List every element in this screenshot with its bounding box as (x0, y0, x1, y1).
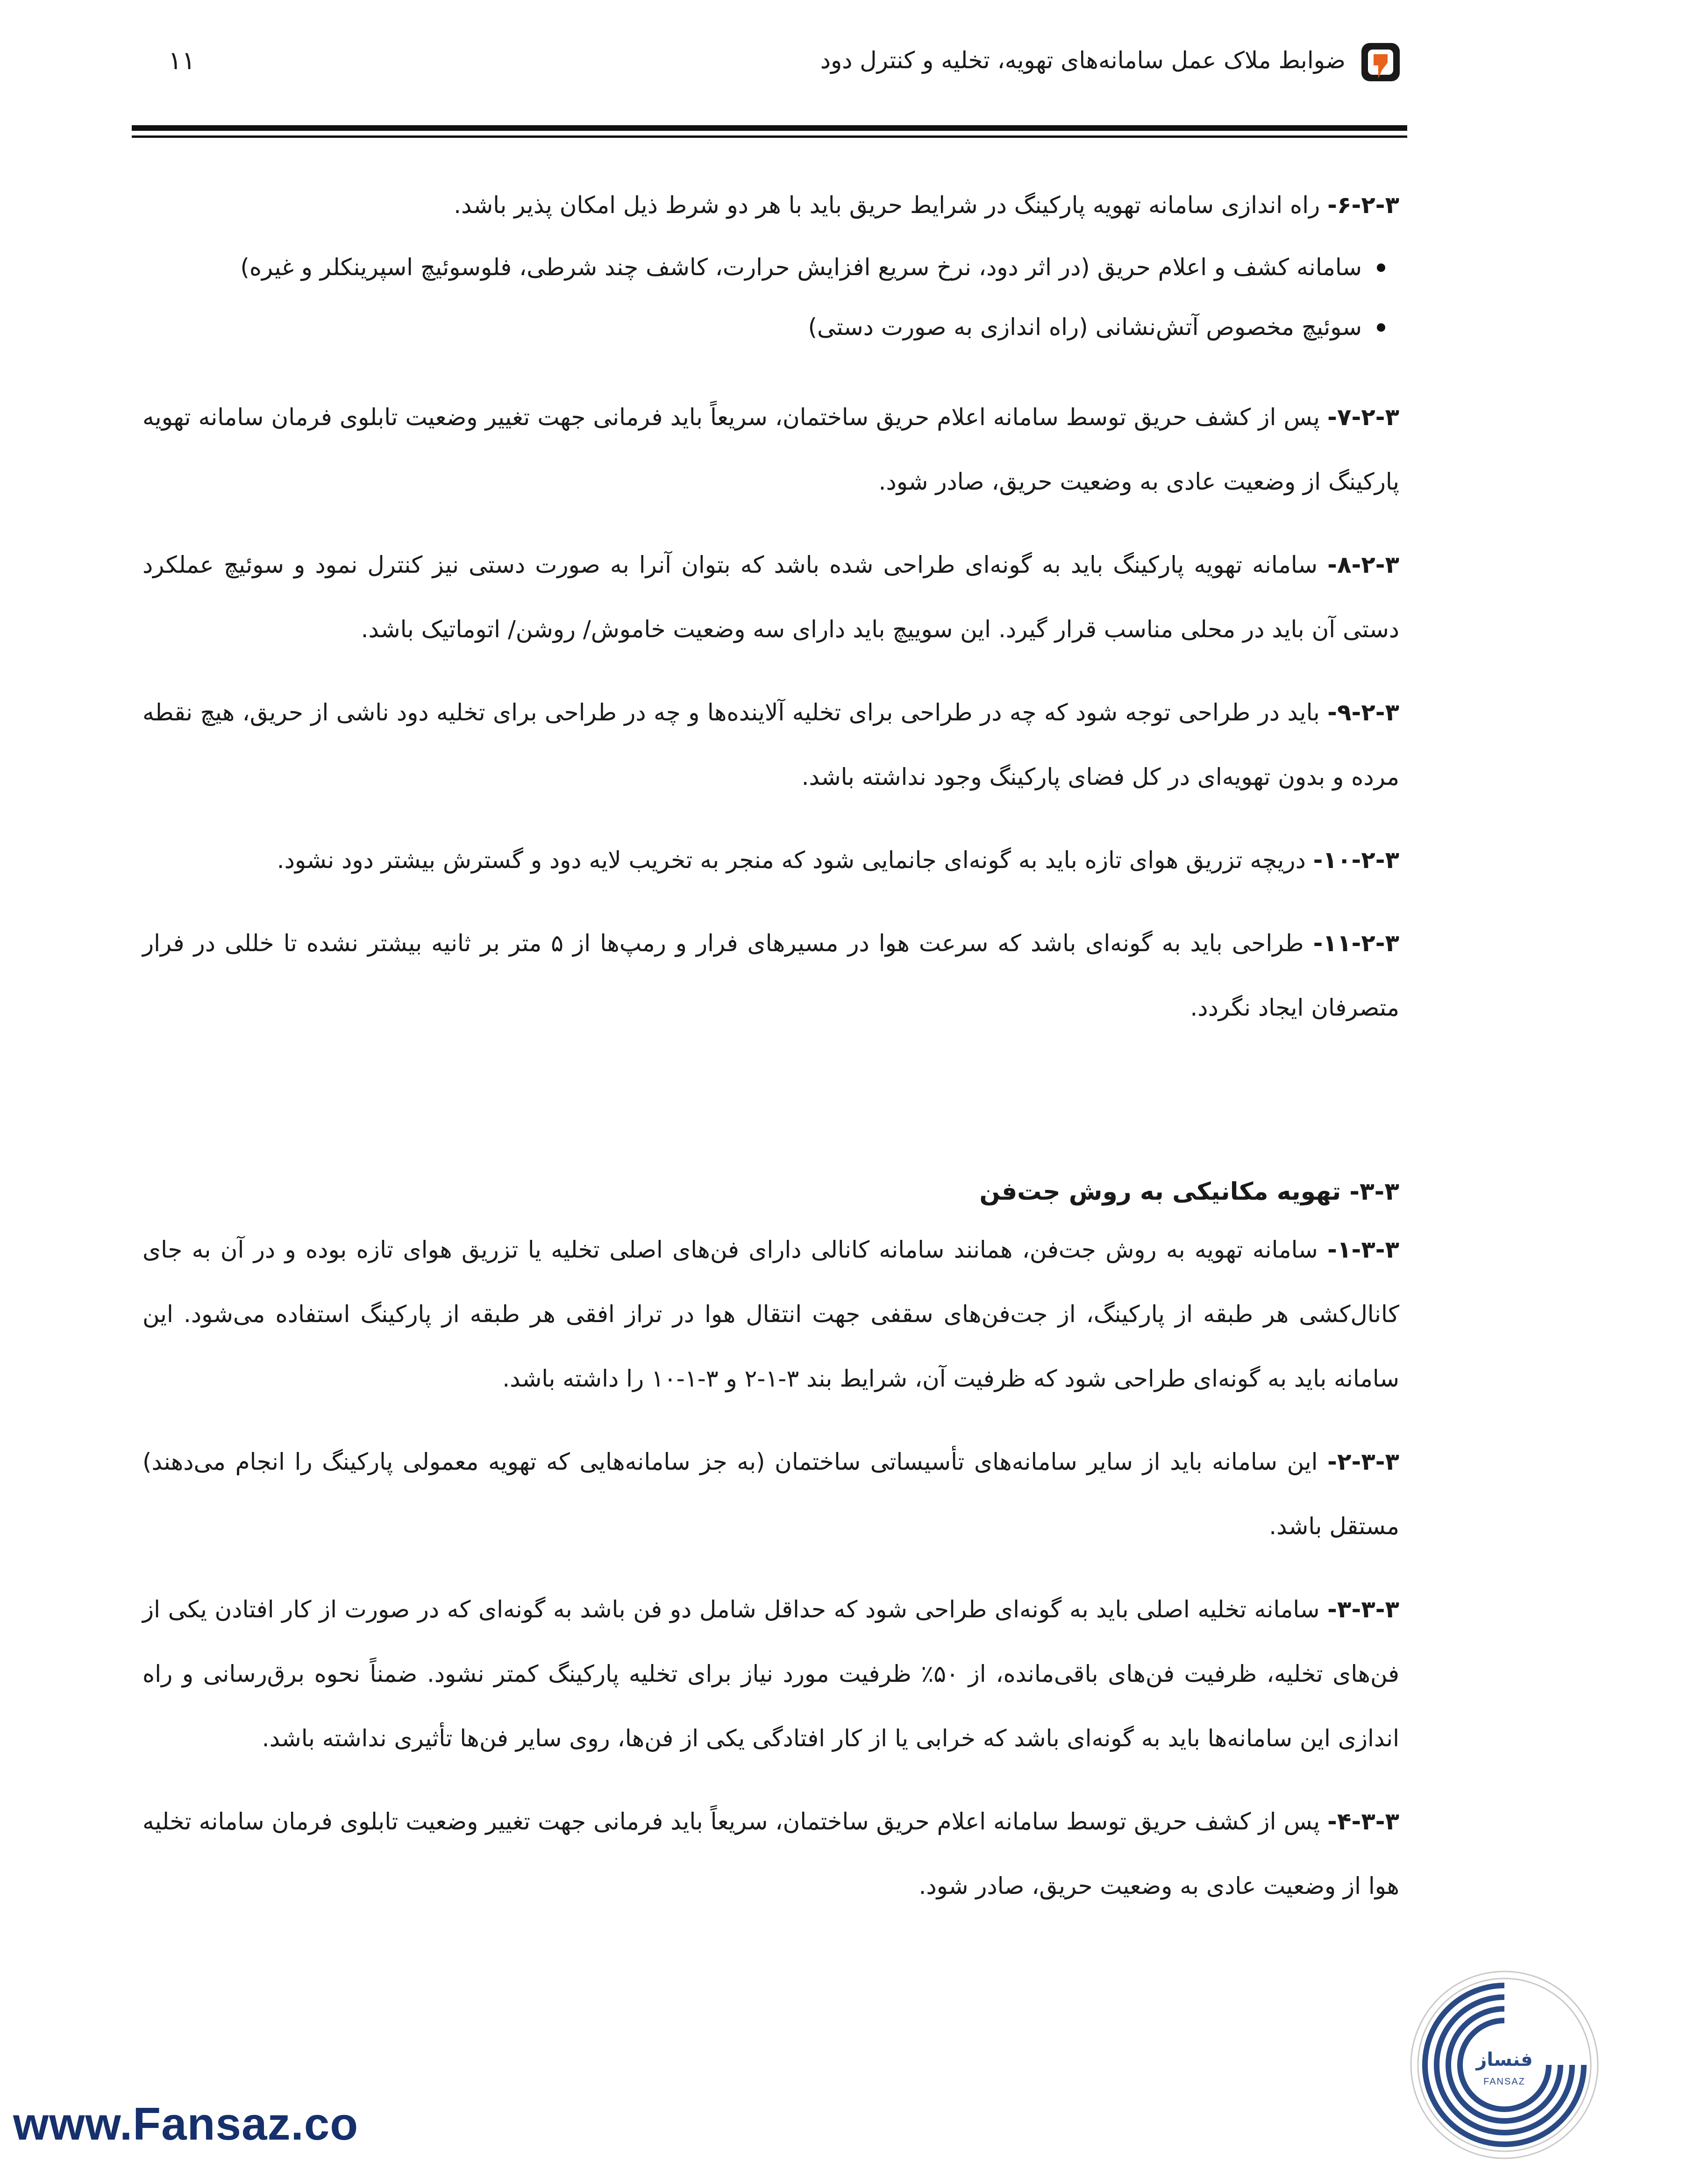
header-rule-thin (132, 135, 1407, 138)
page-body (142, 173, 1399, 1918)
clause-3-3-2 (142, 1430, 1399, 1558)
clause-3-3-1 (142, 1217, 1399, 1411)
activation-conditions-list (142, 237, 1399, 357)
page-number: ۱۱ (168, 46, 196, 75)
website-url-watermark: www.Fansaz.co (13, 2098, 359, 2149)
clause-text: پس از کشف حریق توسط سامانه اعلام حریق ساختمان، سریعاً باید فرمانی جهت تغییر وضعیت تابلوی فرمان سامانه تخلیه هوا از وضعیت عادی به وضعیت حریق، صادر شود. (142, 1808, 1399, 1899)
clause-3-2-10 (142, 828, 1399, 892)
clause-3-2-8 (142, 533, 1399, 662)
list-item: سوئیچ مخصوص آتش‌نشانی (راه اندازی به صورت دستی) (142, 297, 1390, 357)
clause-3-2-7 (142, 385, 1399, 514)
list-item: سامانه کشف و اعلام حریق (در اثر دود، نرخ سریع افزایش حرارت، کاشف چند شرطی، فلوسوئیچ اسپرینکلر و غیره) (142, 237, 1390, 297)
clause-text: دریچه تزریق هوای تازه باید به گونه‌ای جانمایی شود که منجر به تخریب لایه دود و گسترش بیشتر دود نشود. (277, 847, 1306, 874)
watermark-en-text: FANSAZ (1483, 2077, 1525, 2087)
clause-number: ۳-۳-۳- (1327, 1596, 1399, 1623)
clause-3-3-3 (142, 1577, 1399, 1771)
clause-text: این سامانه باید از سایر سامانه‌های تأسیساتی ساختمان (به جز سامانه‌هایی که تهویه معمولی پارکینگ را انجام می‌دهند) مستقل باشد. (142, 1448, 1399, 1540)
running-header-title: ضوابط ملاک عمل سامانه‌های تهویه، تخلیه و کنترل دود (820, 47, 1346, 74)
clause-3-3-4 (142, 1789, 1399, 1918)
page-header (131, 28, 1402, 98)
clause-text: پس از کشف حریق توسط سامانه اعلام حریق ساختمان، سریعاً باید فرمانی جهت تغییر وضعیت تابلوی فرمان سامانه تهویه پارکینگ از وضعیت عادی به وضعیت حریق، صادر شود. (142, 404, 1399, 495)
clause-text: باید در طراحی توجه شود که چه در طراحی برای تخلیه آلاینده‌ها و چه در طراحی برای تخلیه دود ناشی از حریق، هیچ نقطه مرده و بدون تهویه‌ای در کل فضای پارکینگ وجود نداشته باشد. (142, 699, 1399, 790)
clause-number: ۱۱-۲-۳- (1313, 930, 1399, 957)
clause-number: ۱-۳-۳- (1327, 1236, 1399, 1263)
clause-3-2-9 (142, 680, 1399, 809)
clause-3-2-6 (142, 173, 1399, 237)
clause-number: ۶-۲-۳- (1327, 192, 1399, 219)
clause-number: ۴-۳-۳- (1327, 1808, 1399, 1835)
clause-3-2-11 (142, 911, 1399, 1040)
clause-number: ۲-۳-۳- (1327, 1448, 1399, 1475)
clause-number: ۹-۲-۳- (1327, 699, 1399, 726)
fansaz-logo-watermark (1406, 1967, 1603, 2163)
clause-number: ۷-۲-۳- (1327, 404, 1399, 431)
clause-text: سامانه تهویه پارکینگ باید به گونه‌ای طراحی شده باشد که بتوان آنرا به صورت دستی نیز کنترل نمود و سوئیچ عملکرد دستی آن باید در محلی مناسب قرار گیرد. این سوییچ باید دارای سه وضعیت خاموش/ روشن/ اتوماتیک باشد. (142, 551, 1399, 643)
header-rule-thick (132, 125, 1407, 131)
clause-text: راه اندازی سامانه تهویه پارکینگ در شرایط حریق باید با هر دو شرط ذیل امکان پذیر باشد. (454, 192, 1320, 219)
clause-number: ۸-۲-۳- (1327, 551, 1399, 578)
clause-number: ۱۰-۲-۳- (1313, 847, 1399, 874)
section-heading: ۳-۳- تهویه مکانیکی به روش جت‌فن (979, 1178, 1399, 1206)
clause-text: سامانه تهویه به روش جت‌فن، همانند سامانه کانالی دارای فن‌های اصلی تخلیه یا تزریق هوای تازه بوده و در آن به جای کانال‌کشی هر طبقه از پارکینگ، از جت‌فن‌های سقفی جهت انتقال هوا در تراز افقی هر طبقه از پارکینگ استفاده می‌شود. این سامانه باید به گونه‌ای طراحی شود که ظرفیت آن، شرایط بند ۳-۱-۲ و ۳-۱-۱۰ را داشته باشد. (142, 1236, 1399, 1392)
publisher-logo-icon (1360, 41, 1402, 83)
watermark-fa-text: فنساز (1476, 2049, 1533, 2070)
clause-text: طراحی باید به گونه‌ای باشد که سرعت هوا در مسیرهای فرار و رمپ‌ها از ۵ متر بر ثانیه بیشتر نشده تا خللی در فرار متصرفان ایجاد نگردد. (142, 930, 1399, 1021)
clause-text: سامانه تخلیه اصلی باید به گونه‌ای طراحی شود که حداقل شامل دو فن باشد به گونه‌ای که در صورت از کار افتادن یکی از فن‌های تخلیه، ظرفیت فن‌های باقی‌مانده، از ۵۰٪ ظرفیت مورد نیاز برای تخلیه پارکینگ کمتر نشود. ضمناً نحوه برق‌رسانی و راه اندازی این سامانه‌ها باید به گونه‌ای باشد که خرابی یا از کار افتادگی یکی از فن‌ها، روی سایر فن‌ها تأثیری نداشته باشد. (142, 1596, 1399, 1752)
